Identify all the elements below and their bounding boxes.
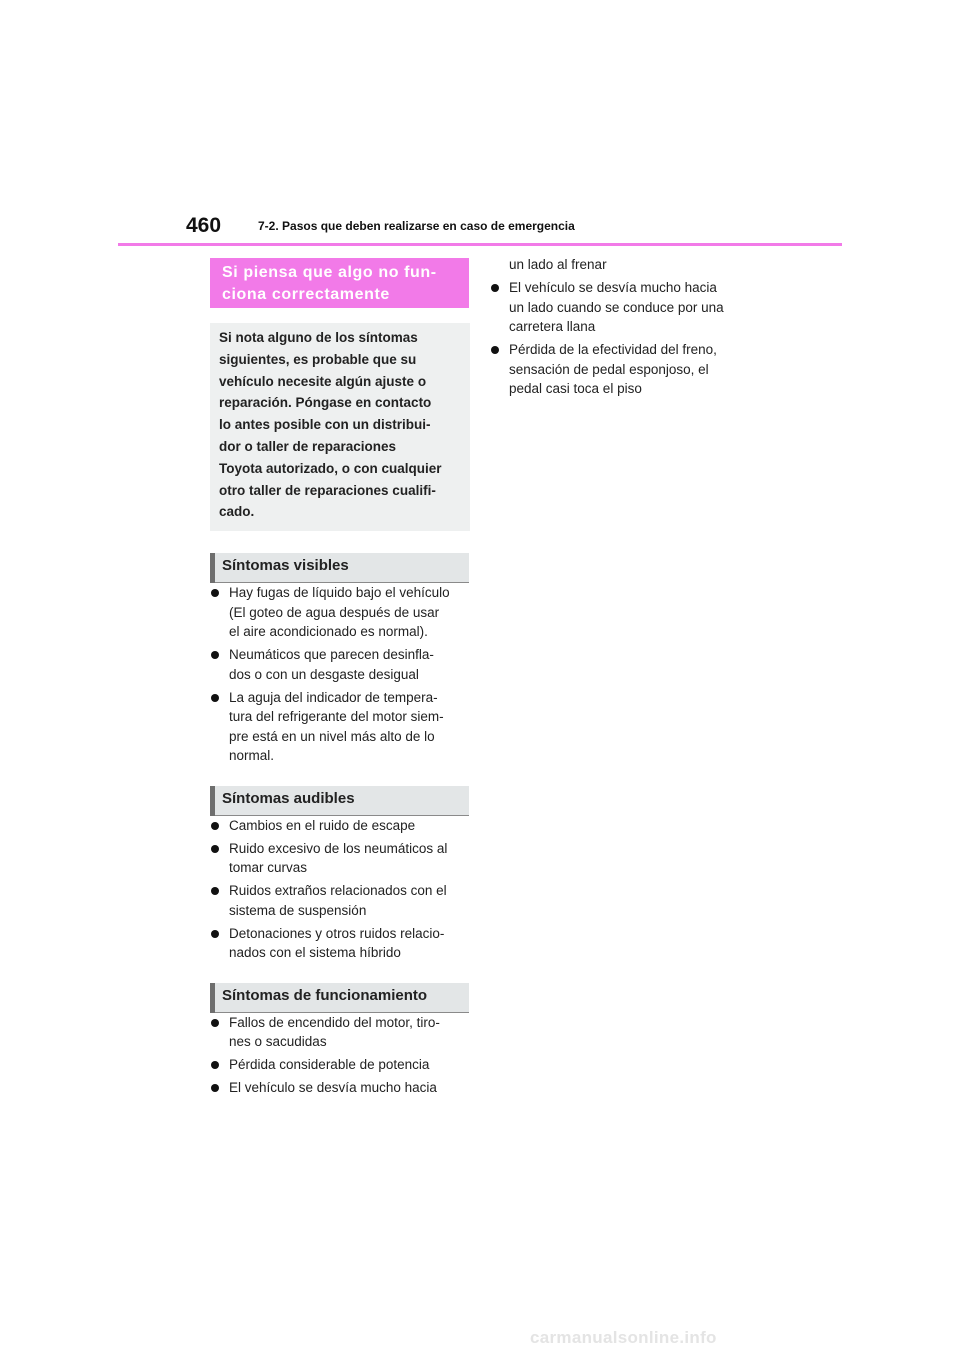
- list-item: [210, 1055, 470, 1075]
- continued-text: un lado al frenar: [509, 257, 607, 272]
- list-item-line: Pérdida de la efectividad del freno,: [509, 342, 717, 357]
- list-item-line: Ruidos extraños relacionados con el: [229, 883, 447, 899]
- page-number: 460: [186, 214, 222, 237]
- list-item: [210, 839, 470, 878]
- list-item-line: nes o sacudidas: [229, 1034, 327, 1050]
- list-item-line: pedal casi toca el piso: [509, 381, 642, 396]
- bullet-icon: [211, 1084, 219, 1092]
- list-item-line: El vehículo se desvía mucho hacia: [229, 1080, 437, 1096]
- intro-line: Toyota autorizado, o con cualquier: [219, 460, 442, 476]
- list-item: [210, 881, 470, 920]
- list-item-line: el aire acondicionado es normal).: [229, 624, 428, 640]
- operation-symptoms-list-continued: [490, 278, 760, 399]
- section-heading-operation: Síntomas de funcionamiento: [210, 983, 469, 1013]
- bullet-icon: [211, 1019, 219, 1027]
- list-item-line: pre está en un nivel más alto de lo: [229, 728, 435, 744]
- bullet-icon: [211, 822, 219, 830]
- section-heading-visible: Síntomas visibles: [210, 553, 469, 583]
- list-item-line: La aguja del indicador de tempera-: [229, 689, 438, 705]
- header-divider: [118, 243, 842, 246]
- list-item: [490, 278, 760, 337]
- intro-line: dor o taller de reparaciones: [219, 438, 397, 454]
- intro-note-box: [210, 323, 470, 531]
- highlight-title-box: [210, 258, 469, 308]
- list-item-line: Detonaciones y otros ruidos relacio-: [229, 925, 445, 941]
- visible-symptoms-list: [210, 583, 470, 766]
- bullet-icon: [211, 887, 219, 895]
- list-item-line: Ruido excesivo de los neumáticos al: [229, 840, 448, 856]
- list-item-line: tura del refrigerante del motor siem-: [229, 709, 444, 725]
- bullet-icon: [211, 589, 219, 597]
- list-item-line: Hay fugas de líquido bajo el vehículo: [229, 585, 450, 601]
- list-item-line: dos o con un desgaste desigual: [229, 666, 419, 682]
- right-column: [490, 255, 760, 402]
- left-column: [210, 258, 470, 1101]
- operation-symptoms-list: [210, 1013, 470, 1098]
- list-item-line: un lado cuando se conduce por una: [509, 299, 724, 315]
- list-item-line: Fallos de encendido del motor, tiro-: [229, 1014, 440, 1030]
- list-item: [210, 688, 470, 766]
- highlight-title-line: ciona correctamente: [222, 286, 390, 303]
- highlight-title-line: Si piensa que algo no fun-: [222, 264, 437, 281]
- intro-line: reparación. Póngase en contacto: [219, 395, 432, 411]
- bullet-icon: [211, 930, 219, 938]
- list-item-line: sensación de pedal esponjoso, el: [509, 361, 709, 377]
- watermark: carmanualsonline.info: [530, 1328, 717, 1347]
- intro-line: siguientes, es probable que su: [219, 351, 417, 367]
- bullet-icon: [211, 845, 219, 853]
- list-item-line: nados con el sistema híbrido: [229, 945, 401, 961]
- list-item: [210, 583, 470, 642]
- list-item-line: Neumáticos que parecen desinfla-: [229, 647, 434, 663]
- bullet-icon: [491, 284, 499, 292]
- intro-line: cado.: [219, 504, 255, 520]
- list-item-line: Cambios en el ruido de escape: [229, 817, 416, 833]
- intro-line: lo antes posible con un distribui-: [219, 417, 431, 433]
- list-item: [210, 1078, 470, 1098]
- section-header-title: 7-2. Pasos que deben realizarse en caso de emergencia: [258, 219, 575, 233]
- list-item: [210, 1013, 470, 1052]
- intro-line: Si nota alguno de los síntomas: [219, 330, 418, 345]
- bullet-icon: [211, 1061, 219, 1069]
- bullet-icon: [211, 694, 219, 702]
- intro-line: vehículo necesite algún ajuste o: [219, 373, 427, 389]
- list-item-line: carretera llana: [509, 319, 596, 334]
- list-item-line: sistema de suspensión: [229, 902, 367, 918]
- list-item-line: El vehículo se desvía mucho hacia: [509, 280, 717, 295]
- bullet-icon: [491, 346, 499, 354]
- list-item: [210, 645, 470, 684]
- list-item-line: (El goteo de agua después de usar: [229, 604, 440, 620]
- list-item: [210, 816, 470, 836]
- list-item-line: normal.: [229, 748, 275, 764]
- list-item: [490, 340, 760, 399]
- audible-symptoms-list: [210, 816, 470, 963]
- list-item-line: tomar curvas: [229, 860, 308, 876]
- list-item-line: Pérdida considerable de potencia: [229, 1057, 430, 1073]
- section-heading-audible: Síntomas audibles: [210, 786, 469, 816]
- bullet-icon: [211, 651, 219, 659]
- intro-line: otro taller de reparaciones cualifi-: [219, 482, 436, 498]
- list-item: [210, 924, 470, 963]
